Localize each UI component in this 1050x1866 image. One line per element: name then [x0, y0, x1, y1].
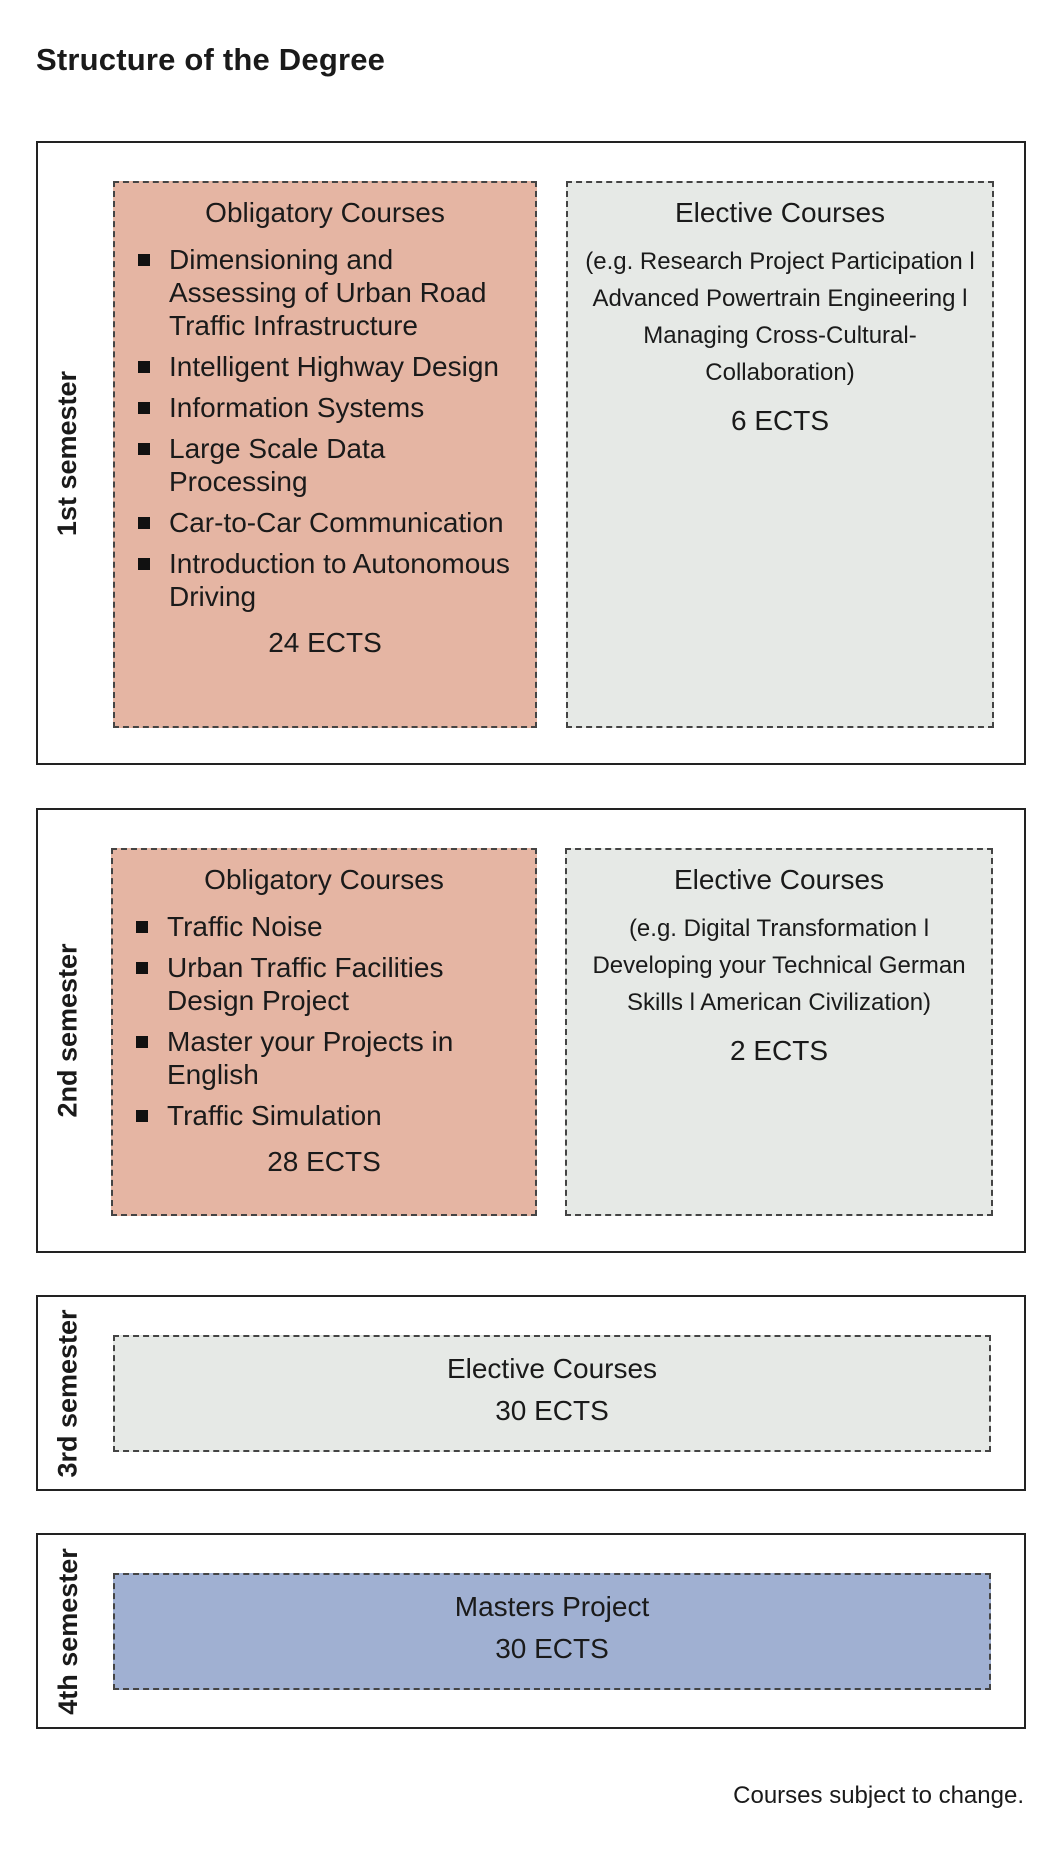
ects-value: 2 ECTS [729, 1035, 829, 1066]
ects-value: 24 ECTS [268, 627, 382, 658]
footnote: Courses subject to change. [733, 1782, 1024, 1809]
semester-1-label: 1st semester [52, 370, 83, 536]
semester-1-panel [36, 141, 1026, 765]
obligatory-courses-title: Obligatory Courses [205, 197, 445, 228]
bullet-icon [136, 1036, 148, 1048]
bullet-icon [138, 517, 150, 529]
ects-value: 28 ECTS [267, 1146, 381, 1177]
elective-courses-title: Elective Courses [673, 864, 885, 895]
elective-courses-title: Elective Courses [674, 197, 886, 228]
elective-courses-box [565, 848, 993, 1216]
list-item: Large Scale Data Processing [115, 432, 535, 498]
obligatory-courses-title: Obligatory Courses [204, 864, 444, 895]
elective-courses-title: Elective Courses [446, 1353, 658, 1384]
bullet-icon [138, 558, 150, 570]
course-list [113, 910, 535, 1132]
list-item: Intelligent Highway Design [115, 350, 535, 383]
list-item: Introduction to Autonomous Driving [115, 547, 535, 613]
masters-project-box [113, 1573, 991, 1690]
bullet-icon [136, 1110, 148, 1122]
list-item: Dimensioning and Assessing of Urban Road Traffic Infrastructure [115, 243, 535, 342]
obligatory-courses-box [113, 181, 537, 728]
semester-3-label: 3rd semester [52, 1308, 83, 1478]
list-item: Master your Projects in English [113, 1025, 535, 1091]
elective-examples: (e.g. Research Project Participation l Advanced Powertrain Engineering l Managing Cross-Cultural-Collaboration) [585, 248, 975, 386]
semester-2-panel [36, 808, 1026, 1253]
elective-courses-box [113, 1335, 991, 1452]
page-title: Structure of the Degree [36, 42, 386, 77]
semester-3-panel [36, 1295, 1026, 1491]
ects-value: 30 ECTS [495, 1395, 609, 1426]
list-item: Car-to-Car Communication [115, 506, 535, 539]
list-item: Traffic Simulation [113, 1099, 535, 1132]
course-list [115, 243, 535, 613]
elective-courses-box [566, 181, 994, 728]
list-item: Urban Traffic Facilities Design Project [113, 951, 535, 1017]
semester-2-label: 2nd semester [52, 943, 83, 1118]
list-item: Traffic Noise [113, 910, 535, 943]
bullet-icon [138, 254, 150, 266]
list-item: Information Systems [115, 391, 535, 424]
obligatory-courses-box [111, 848, 537, 1216]
masters-project-title: Masters Project [454, 1591, 650, 1622]
bullet-icon [136, 962, 148, 974]
bullet-icon [138, 361, 150, 373]
ects-value: 6 ECTS [730, 405, 830, 436]
bullet-icon [138, 443, 150, 455]
bullet-icon [138, 402, 150, 414]
elective-examples: (e.g. Digital Transformation l Developing your Technical German Skills l American Civilization) [592, 915, 966, 1016]
semester-4-panel [36, 1533, 1026, 1729]
bullet-icon [136, 921, 148, 933]
ects-value: 30 ECTS [495, 1633, 609, 1664]
semester-4-label: 4th semester [52, 1547, 83, 1715]
